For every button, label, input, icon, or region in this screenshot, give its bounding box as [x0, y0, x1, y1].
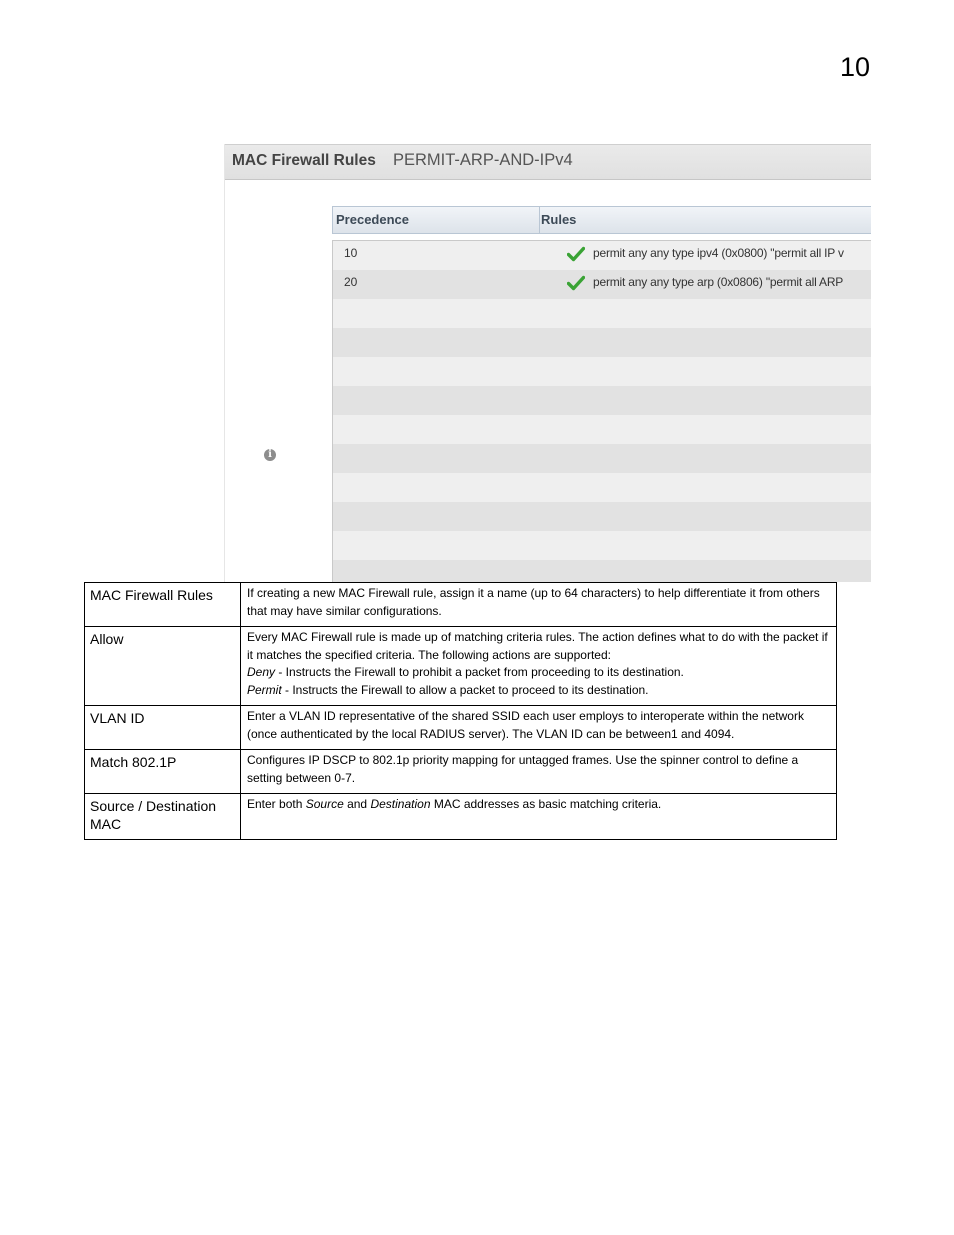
grid-body	[332, 240, 871, 582]
page-number: 10	[839, 52, 870, 82]
empty-row	[333, 299, 871, 328]
definition-cell	[241, 794, 837, 840]
option-name: Permit	[247, 682, 282, 697]
definition-cell	[241, 750, 837, 794]
empty-row	[333, 328, 871, 357]
definitions-table	[84, 582, 837, 840]
column-header-precedence[interactable]: Precedence	[336, 212, 409, 227]
screenshot-title: MAC Firewall Rules	[232, 152, 376, 169]
empty-row	[333, 357, 871, 386]
empty-row	[333, 473, 871, 502]
table-row[interactable]	[333, 270, 871, 299]
option-name: Deny	[247, 665, 276, 679]
empty-row	[333, 444, 871, 473]
definition-option	[247, 682, 830, 700]
empty-row	[333, 386, 871, 415]
screenshot-header	[225, 144, 871, 180]
definition-cell	[241, 706, 837, 750]
definition-text: Every MAC Firewall rule is made up of matching criteria rules. The action defines what to do with the packet if it matches the specified criteria. The following actions are supported:	[247, 630, 828, 662]
check-icon	[567, 275, 585, 291]
definition-option	[247, 664, 830, 682]
grid-header	[332, 206, 871, 234]
empty-row	[333, 415, 871, 444]
mac-firewall-rules-screenshot	[224, 144, 871, 582]
term-cell: VLAN ID	[85, 706, 241, 750]
definition-row	[85, 750, 837, 794]
term-cell: Allow	[85, 627, 241, 706]
empty-row	[333, 560, 871, 582]
table-row[interactable]	[333, 241, 871, 270]
definition-text: Enter a VLAN ID representative of the shared SSID each user employs to interoperate within the network (once authenticated by the local RADIUS server). The VLAN ID can be between1 and 4094.	[247, 709, 804, 741]
term-cell: Source / Destination MAC	[85, 794, 241, 840]
row-rule: permit any any type ipv4 (0x0800) "permit all IP v	[593, 246, 844, 260]
definition-cell	[241, 583, 837, 627]
row-precedence: 20	[344, 275, 358, 289]
definition-cell	[241, 627, 837, 706]
definition-row	[85, 627, 837, 706]
definition-text: Configures IP DSCP to 802.1p priority mapping for untagged frames. Use the spinner control to define a setting between 0-7.	[247, 753, 799, 785]
column-header-rules[interactable]: Rules	[541, 212, 577, 227]
option-description: - Instructs the Firewall to allow a packet to proceed to its destination.	[281, 682, 649, 697]
definition-row	[85, 583, 837, 627]
row-rule: permit any any type arp (0x0806) "permit all ARP	[593, 275, 844, 289]
column-divider	[539, 207, 540, 233]
empty-row	[333, 502, 871, 531]
info-icon[interactable]: i	[264, 449, 276, 461]
definition-row	[85, 706, 837, 750]
definition-row	[85, 794, 837, 840]
definition-text: If creating a new MAC Firewall rule, assign it a name (up to 64 characters) to help differentiate it from others that may have similar configurations.	[247, 586, 820, 618]
rules-grid	[332, 206, 871, 582]
rule-set-name: PERMIT-ARP-AND-IPv4	[393, 151, 573, 169]
term-cell: Match 802.1P	[85, 750, 241, 794]
check-icon	[567, 246, 585, 262]
term-cell: MAC Firewall Rules	[85, 583, 241, 627]
option-description: - Instructs the Firewall to prohibit a packet from proceeding to its destination.	[275, 665, 684, 679]
row-precedence: 10	[344, 246, 358, 260]
definition-text: Enter both Source and Destination MAC addresses as basic matching criteria.	[247, 797, 662, 811]
empty-row	[333, 531, 871, 560]
